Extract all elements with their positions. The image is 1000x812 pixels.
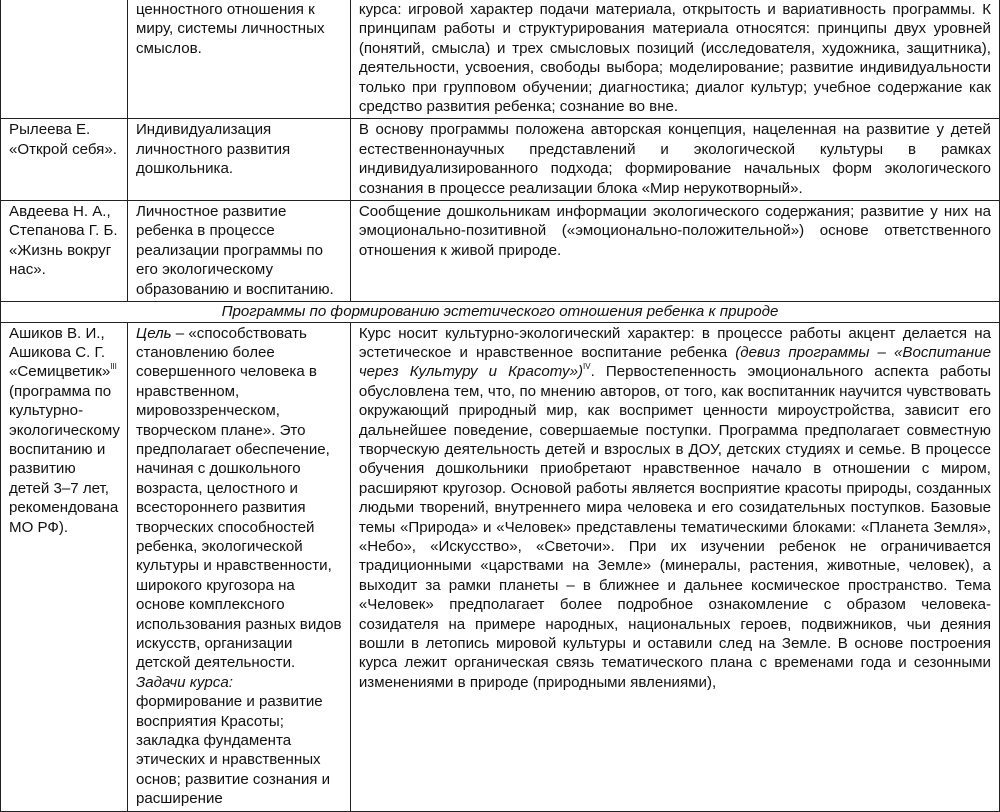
footnote-marker: III	[110, 362, 117, 372]
basis-cell: Индивидуализация личностного развития дошкольника.	[127, 119, 350, 201]
author-cell: Авдеева Н. А., Степанова Г. Б. «Жизнь вокруг нас».	[1, 201, 128, 302]
content-intro: Курс носит культурно-экологический характер: в процессе работы акцент делается на эстетическое и нравственное воспитание ребенка	[358, 324, 991, 361]
tasks-label: Задачи курса:	[135, 673, 233, 691]
author-note: (программа по культурно-экологическому воспитанию и развитию детей 3–7 лет, рекомендована МО РФ).	[9, 382, 120, 536]
table-row	[1, 322, 1000, 811]
tasks-text: формирование и развитие восприятия Красоты; закладка фундамента этических и нравственных основ; развитие сознания и расширение	[135, 693, 331, 808]
basis-cell: ценностного отношения к миру, системы личностных смыслов.	[127, 0, 350, 119]
content-cell: курса: игровой характер подачи материала, открытость и вариативность программы. К принципам работы и структурирования материала относятся: принципы двух уровней (понятий, смысла) и трех смысловых позиций (исследователя, художника, защитника), деятельности, усвоения, свободы выбора; моделирование; развитие индивидуальности только при групповом обучении; диагностика; диалог культур; учебное содержание как средство развития ребенка; сознание во вне.	[350, 0, 999, 119]
content-body: . Первостепенность эмоционального аспекта работы обусловлена тем, что, по мнению авторов, от того, как воспитанник научится чувствовать окружающий природный мир, как воспримет ценности мироустройства, зависит его дальнейшее поведение, совершаемые поступки. Программа предполагает совместную творческую деятельность детей и взрослых в ДОУ, детских студиях и семье. В процессе обучения дошкольники приобретают нравственное начало в отношении с миром, расширяют кругозор. Основой работы является восприятие красоты природы, созданных людьми творений, внутреннего мира человека и его созидательных поступков. Базовые темы «Природа» и «Человек» представлены тематическими блоками: «Планета Земля», «Небо», «Искусство», «Светочи». При их изучении ребенок не ограничивается традиционными «царствами на Земле» (минералы, растения, животные, человек), а выходит за рамки планеты – в ближнее и дальнее космическое пространство. Тема «Человек» предполагает более подробное ознакомление с образом человека-созидателя на примере народных, национальных героев, подвижников, чьи деяния вошли в летопись мировой культуры и оставили след на Земле. В основе построения курса лежит органическая связь тематического плана с временами года и сезонными изменениями в природе (природными явлениями),	[358, 363, 991, 691]
table-row	[1, 201, 1000, 302]
footnote-marker: IV	[583, 362, 591, 372]
basis-cell	[127, 322, 350, 811]
program-motto: (девиз программы – «Воспитание через Культуру и Красоту»)	[358, 343, 992, 381]
author-cell: Рылеева Е. «Открой себя».	[1, 119, 128, 201]
content-cell: В основу программы положена авторская концепция, нацеленная на развитие у детей естественнонаучных представлений и экологической культуры в рамках индивидуализированного подхода; формирование начальных форм экологического сознания в процессе реализации блока «Мир нерукотворный».	[350, 119, 999, 201]
goal-label: Цель	[135, 324, 172, 342]
content-cell: Сообщение дошкольникам информации экологического содержания; развитие у них на эмоционально-позитивной («эмоционально-положительной») основе ответственного отношения к живой природе.	[350, 201, 999, 302]
goal-text: – «способствовать становлению более совершенного человека в нравственном, мировоззренческом, творческом плане». Это предполагает обеспечение, начиная с дошкольного возраста, целостного и всестороннего развития творческих способностей ребенка, экологической культуры и нравственности, широкого кругозора на основе комплексного использования разных видов искусств, организации детской деятельности.	[135, 324, 342, 672]
section-header-row	[1, 302, 1000, 322]
content-cell	[350, 322, 999, 811]
basis-cell: Личностное развитие ребенка в процессе реализации программы по его экологическому образованию и воспитанию.	[127, 201, 350, 302]
section-title: Программы по формированию эстетического отношения ребенка к природе	[1, 302, 1000, 322]
table-row	[1, 119, 1000, 201]
author-cell	[1, 322, 128, 811]
table-row	[1, 0, 1000, 119]
author-name: Ашиков В. И., Ашикова С. Г. «Семицветик»	[9, 324, 111, 381]
author-cell	[1, 0, 128, 119]
